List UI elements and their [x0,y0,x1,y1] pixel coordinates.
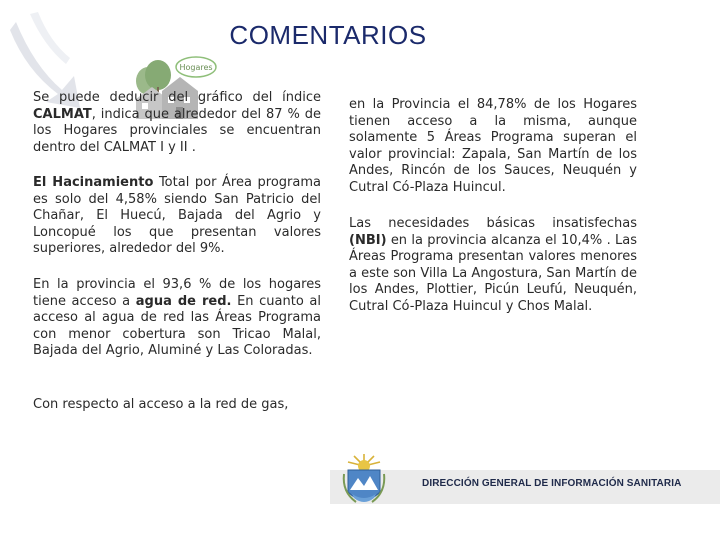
paragraph-calmat: Se puede deducir del gráfico del índice CALMAT, indica que alrededor del 87 % de los Hogares provinciales se encuentran dentro del CALMAT I y II . [33,90,321,155]
paragraph-agua: En la provincia el 93,6 % de los hogares tiene acceso a agua de red. En cuanto al acceso al agua de red las Áreas Programa con menor cobertura son Tricao Malal, Bajada del Agrio, Aluminé y Las Coloradas. [33,277,321,358]
paragraph-hacinamiento: El Hacinamiento Total por Área programa es solo del 4,58% siendo San Patricio del Chañar, El Huecú, Bajada del Agrio y Loncopué los que presentan valores superiores, alrededor del 9%. [33,175,321,256]
logo-label: Hogares [179,63,213,72]
paragraph-gas-start: Con respecto al acceso a la red de gas, [33,397,289,412]
paragraph-nbi: Las necesidades básicas insatisfechas (NBI) en la provincia alcanza el 10,4% . Las Áreas Programa presentan valores menores a este son Villa La Angostura, San Martín de los Andes, Plottier, Picún Leufú, Neuquén, Cutral Có-Plaza Huincul y Chos Malal. [349,216,637,314]
paragraph-gas-continued: en la Provincia el 84,78% de los Hogares tienen acceso a la misma, aunque solamente 5 Áreas Programa superan el valor provincial: Zapala, San Martín de los Andes, Rincón de los Sauces, Neuquén y Cutral Có-Plaza Huincul. [349,97,637,195]
province-emblem-icon [340,452,388,508]
page-title: COMENTARIOS [229,20,427,50]
footer-institution-name: DIRECCIÓN GENERAL DE INFORMACIÓN SANITARIA [422,478,682,489]
